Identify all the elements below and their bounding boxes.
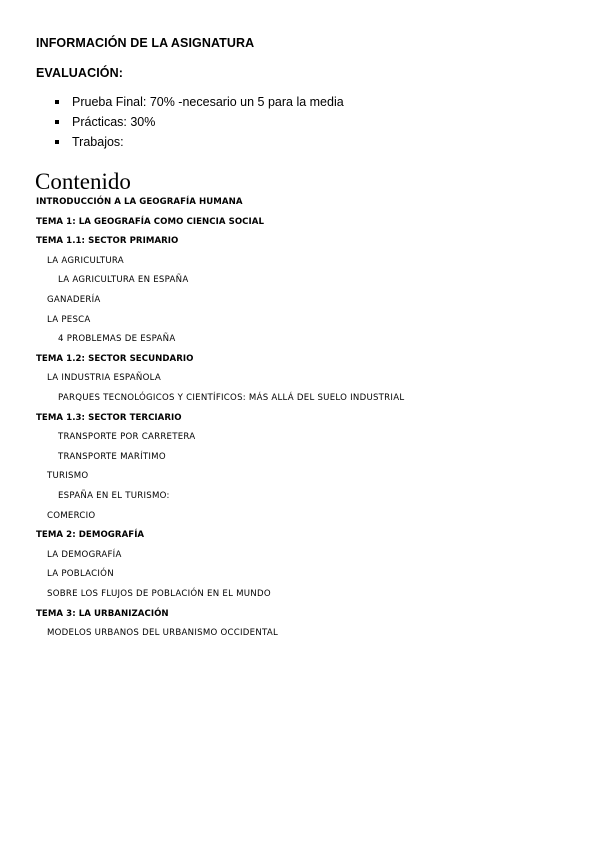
toc-entry-link[interactable]: GANADERÍA: [47, 295, 101, 305]
contents-title: Contenido: [35, 169, 131, 194]
toc-entry-link[interactable]: LA AGRICULTURA EN ESPAÑA: [58, 275, 189, 286]
toc-section-heading[interactable]: TEMA 1.1: SECTOR PRIMARIO: [36, 236, 179, 247]
toc-section-heading[interactable]: TEMA 1.3: SECTOR TERCIARIO: [36, 412, 182, 423]
toc-entry-link[interactable]: SOBRE LOS FLUJOS DE POBLACIÓN EN EL MUNDO: [47, 589, 271, 599]
toc-section-heading[interactable]: TEMA 1: LA GEOGRAFÍA COMO CIENCIA SOCIAL: [36, 216, 265, 227]
toc-entry-link[interactable]: TURISMO: [47, 471, 89, 482]
toc-section-heading[interactable]: TEMA 2: DEMOGRAFÍA: [36, 530, 145, 541]
evaluation-item: [55, 95, 344, 115]
toc-section-heading[interactable]: TEMA 1.2: SECTOR SECUNDARIO: [36, 353, 194, 364]
toc-entry-link[interactable]: LA PESCA: [47, 314, 91, 325]
toc-entry-link[interactable]: LA POBLACIÓN: [47, 569, 114, 580]
course-info-heading: INFORMACIÓN DE LA ASIGNATURA: [36, 36, 255, 50]
toc-entry-link[interactable]: COMERCIO: [47, 510, 96, 521]
toc-section-heading[interactable]: TEMA 3: LA URBANIZACIÓN: [36, 608, 169, 619]
bullet-icon: [55, 120, 59, 124]
evaluation-item-text: Prácticas: 30%: [72, 115, 156, 129]
toc-entry-link[interactable]: 4 PROBLEMAS DE ESPAÑA: [58, 334, 176, 345]
toc-entry-link[interactable]: TRANSPORTE MARÍTIMO: [58, 451, 166, 462]
toc-entry-link[interactable]: LA INDUSTRIA ESPAÑOLA: [47, 373, 161, 384]
evaluation-item-text: Trabajos:: [72, 135, 124, 149]
evaluation-heading: EVALUACIÓN:: [36, 66, 123, 80]
toc-entry-link[interactable]: LA DEMOGRAFÍA: [47, 549, 122, 560]
toc-entry-link[interactable]: ESPAÑA EN EL TURISMO:: [58, 491, 170, 501]
evaluation-item: [55, 135, 344, 155]
toc-entry-link[interactable]: PARQUES TECNOLÓGICOS Y CIENTÍFICOS: MÁS ALLÁ DEL SUELO INDUSTRIAL: [58, 393, 405, 403]
evaluation-item: [55, 115, 344, 135]
evaluation-item-text: Prueba Final: 70% -necesario un 5 para la media: [72, 95, 344, 109]
toc-entry-link[interactable]: LA AGRICULTURA: [47, 255, 124, 266]
bullet-icon: [55, 100, 59, 104]
toc-entry-link[interactable]: MODELOS URBANOS DEL URBANISMO OCCIDENTAL: [47, 628, 279, 639]
bullet-icon: [55, 140, 59, 144]
evaluation-list: [55, 95, 344, 155]
toc-entry-link[interactable]: TRANSPORTE POR CARRETERA: [58, 432, 196, 443]
toc-section-heading[interactable]: INTRODUCCIÓN A LA GEOGRAFÍA HUMANA: [36, 197, 243, 207]
